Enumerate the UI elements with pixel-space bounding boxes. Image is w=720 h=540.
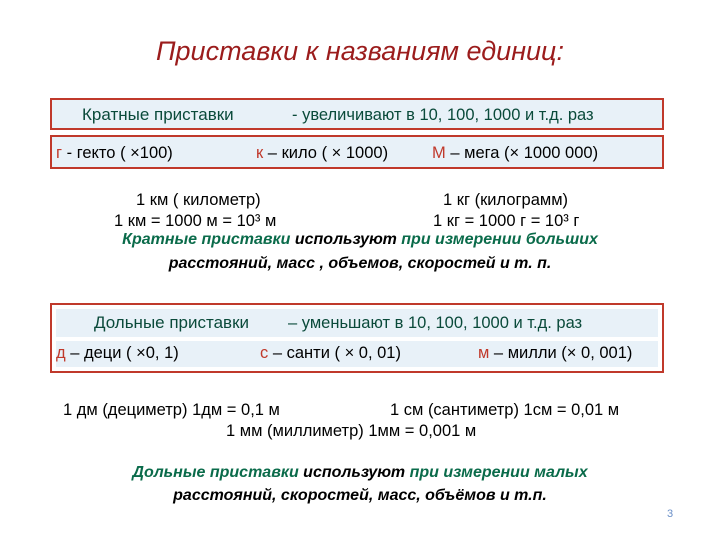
- multiple-prefixes-usage: [0, 231, 720, 249]
- multiple-prefixes-usage-line2: расстояний, масс , объемов, скоростей и т. п.: [168, 255, 552, 272]
- example-kg-value: 1 кг = 1000 г = 10³ г: [433, 212, 580, 230]
- usage-context: при измерении больших: [401, 231, 598, 248]
- prefix-symbol: с: [260, 344, 269, 362]
- multiple-prefixes-list-box: [50, 135, 664, 169]
- prefix-symbol: М: [432, 144, 446, 162]
- prefix-centi: [260, 344, 401, 363]
- prefix-description: – мега (× 1000 000): [445, 144, 599, 162]
- prefix-symbol: д: [56, 344, 66, 362]
- prefix-deci: [56, 344, 179, 363]
- prefix-description: – санти ( × 0, 01): [268, 344, 401, 362]
- prefix-symbol: г: [56, 144, 63, 162]
- multiple-prefixes-description: - увеличивают в 10, 100, 1000 и т.д. раз: [292, 106, 594, 124]
- prefix-description: – деци ( ×0, 1): [65, 344, 179, 362]
- prefix-symbol: к: [256, 144, 264, 162]
- slide-title: Приставки к названиям единиц:: [155, 36, 565, 66]
- prefix-hecto: [56, 144, 173, 163]
- usage-context: при измерении малых: [409, 464, 588, 481]
- usage-verb: используют: [290, 231, 402, 248]
- example-kg-name: 1 кг (килограмм): [443, 191, 569, 209]
- prefix-milli: [478, 344, 632, 363]
- prefix-description: - гекто ( ×100): [62, 144, 173, 162]
- prefix-description: – кило ( × 1000): [263, 144, 389, 162]
- sub-prefixes-usage: [0, 464, 720, 482]
- prefix-description: – милли (× 0, 001): [489, 344, 633, 362]
- sub-prefixes-title: Дольные приставки: [94, 313, 250, 332]
- sub-prefixes-usage-line2: расстояний, скоростей, масс, объёмов и т.п.: [173, 487, 547, 504]
- prefix-mega: [432, 144, 598, 163]
- usage-subject: Кратные приставки: [122, 231, 291, 248]
- example-km-name: 1 км ( километр): [136, 191, 261, 209]
- prefix-symbol: м: [478, 344, 490, 362]
- example-cm: 1 см (сантиметр) 1см = 0,01 м: [390, 401, 620, 419]
- prefix-kilo: [256, 144, 388, 163]
- sub-prefixes-description: – уменьшают в 10, 100, 1000 и т.д. раз: [288, 314, 583, 332]
- multiple-prefixes-header-box: [50, 98, 664, 130]
- sub-prefixes-box: [50, 303, 664, 373]
- page-number: 3: [667, 508, 674, 520]
- usage-subject: Дольные приставки: [132, 464, 299, 481]
- multiple-prefixes-title: Кратные приставки: [82, 105, 234, 124]
- example-dm: 1 дм (дециметр) 1дм = 0,1 м: [63, 401, 280, 419]
- example-km-value: 1 км = 1000 м = 10³ м: [114, 212, 277, 230]
- usage-verb: используют: [298, 464, 410, 481]
- example-mm: 1 мм (миллиметр) 1мм = 0,001 м: [226, 422, 477, 440]
